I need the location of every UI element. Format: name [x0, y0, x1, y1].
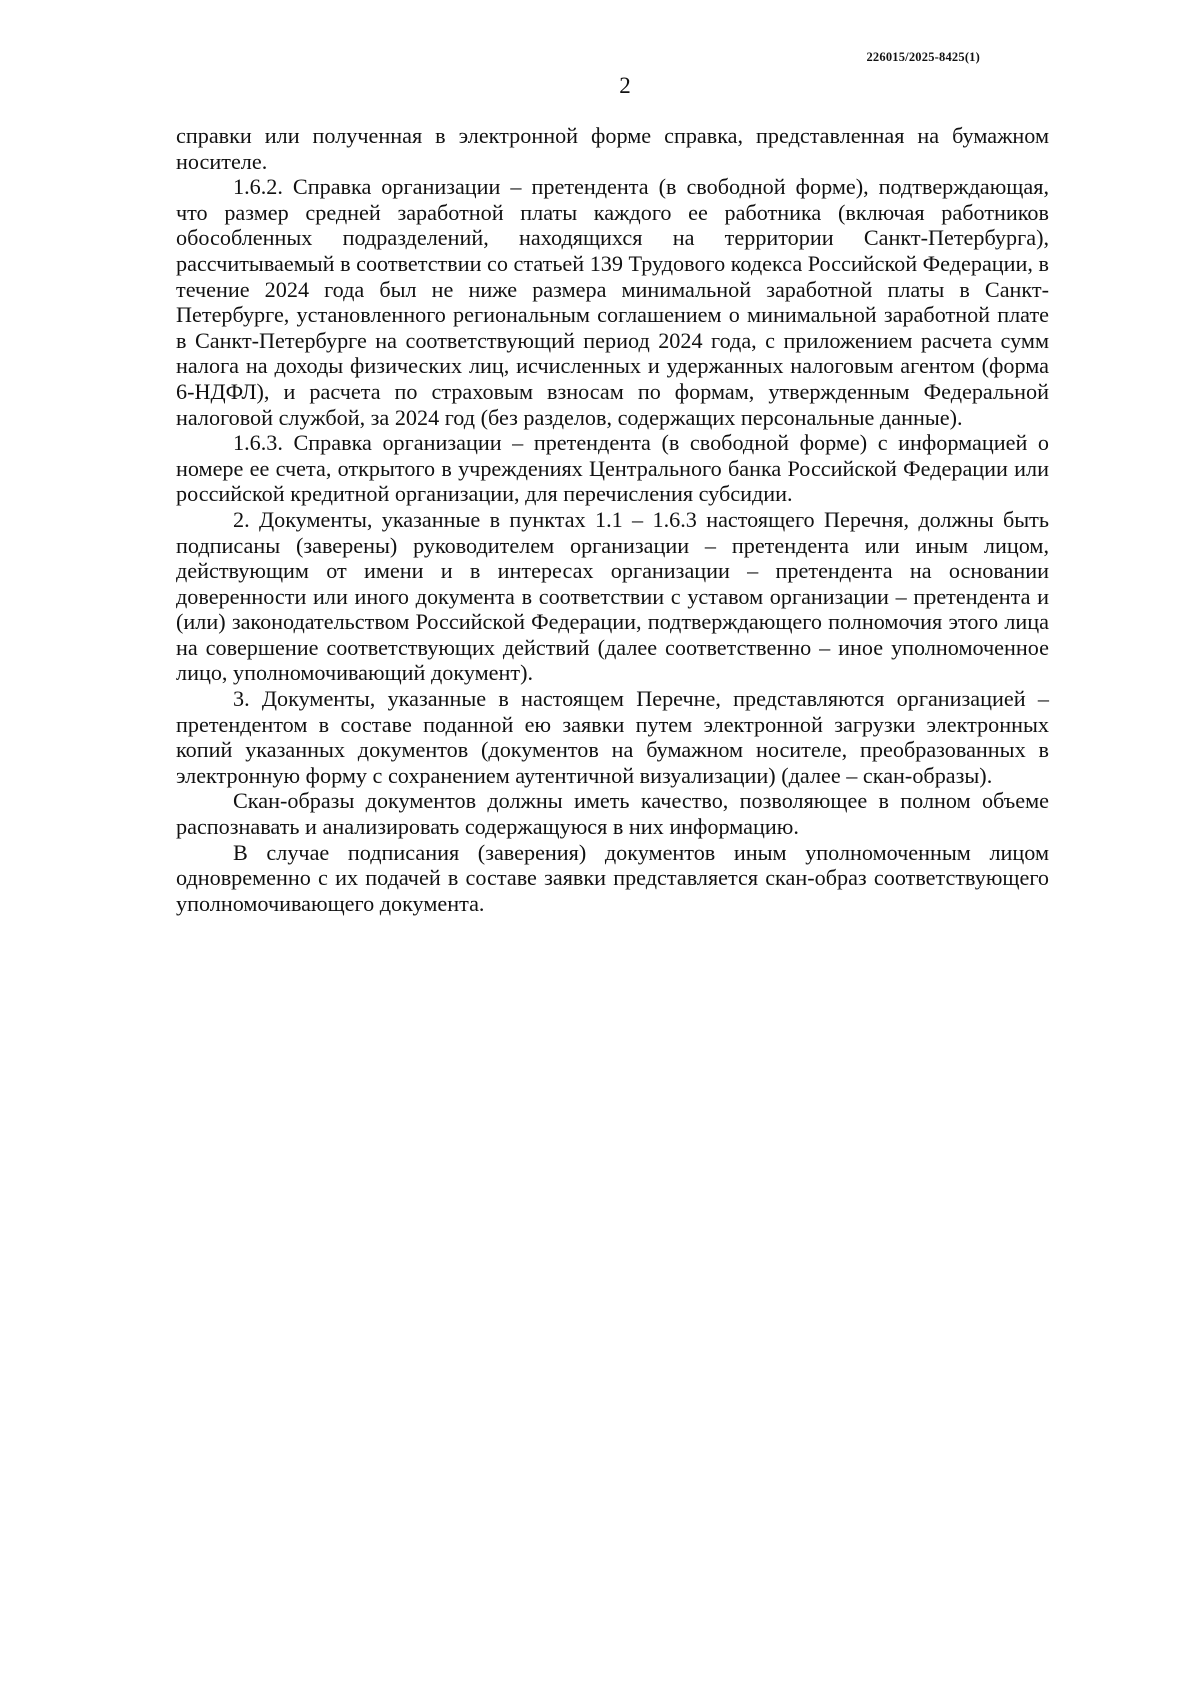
- paragraph-2: 2. Документы, указанные в пунктах 1.1 – 1.6.3 настоящего Перечня, должны быть подписаны (заверены) руководителем организации – претендента или иным лицом, действующим от имени и в интересах организации – претендента на основании доверенности или иного документа в соответствии с уставом организации – претендента и (или) законодательством Российской Федерации, подтверждающего полномочия этого лица на совершение соответствующих действий (далее соответственно – иное уполномоченное лицо, уполномочивающий документ).: [176, 506, 1049, 686]
- document-body: [176, 123, 1049, 916]
- page-number: 2: [619, 73, 631, 98]
- document-registration-number: 226015/2025-8425(1): [866, 50, 980, 64]
- paragraph-authorized-signer: В случае подписания (заверения) документов иным уполномоченным лицом одновременно с их подачей в составе заявки представляется скан-образ соответствующего уполномочивающего документа.: [176, 839, 1049, 916]
- paragraph-3: 3. Документы, указанные в настоящем Перечне, представляются организацией – претендентом в составе поданной ею заявки путем электронной загрузки электронных копий указанных документов (документов на бумажном носителе, преобразованных в электронную форму с сохранением аутентичной визуализации) (далее – скан-образы).: [176, 686, 1049, 788]
- paragraph-1-6-2: 1.6.2. Справка организации – претендента (в свободной форме), подтверждающая, что размер средней заработной платы каждого ее работника (включая работников обособленных подразделений, находящихся на территории Санкт-Петербурга), рассчитываемый в соответствии со статьей 139 Трудового кодекса Российской Федерации, в течение 2024 года был не ниже размера минимальной заработной платы в Санкт-Петербурге, установленного региональным соглашением о минимальной заработной плате в Санкт-Петербурге на соответствующий период 2024 года, с приложением расчета сумм налога на доходы физических лиц, исчисленных и удержанных налоговым агентом (форма 6-НДФЛ), и расчета по страховым взносам по формам, утвержденным Федеральной налоговой службой, за 2024 год (без разделов, содержащих персональные данные).: [176, 174, 1049, 430]
- paragraph-scan-quality: Скан-образы документов должны иметь качество, позволяющее в полном объеме распознавать и анализировать содержащуюся в них информацию.: [176, 788, 1049, 840]
- paragraph-1-6-3: 1.6.3. Справка организации – претендента (в свободной форме) с информацией о номере ее счета, открытого в учреждениях Центрального банка Российской Федерации или российской кредитной организации, для перечисления субсидии.: [176, 430, 1049, 507]
- paragraph-continuation: справки или полученная в электронной форме справка, представленная на бумажном носителе.: [176, 123, 1049, 174]
